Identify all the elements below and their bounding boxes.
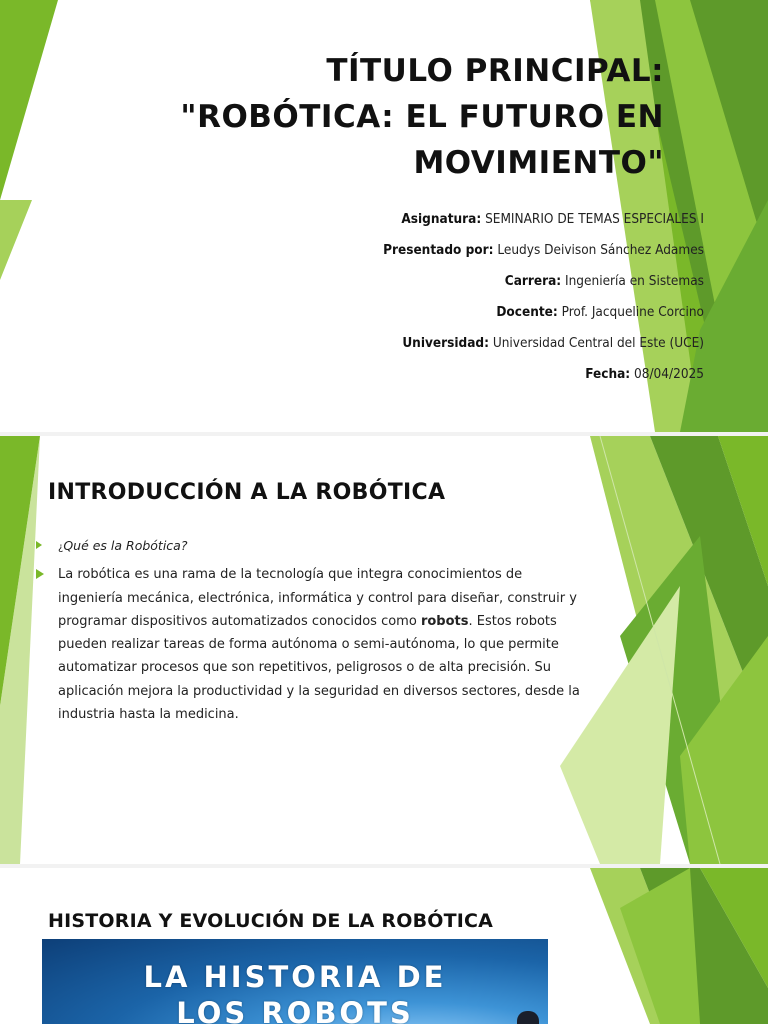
meta-career-value: Ingeniería en Sistemas	[565, 273, 704, 289]
intro-bullet-list	[36, 534, 581, 730]
meta-presenter-value: Leudys Deivison Sánchez Adames	[497, 242, 704, 258]
meta-university-label: Universidad:	[402, 335, 489, 351]
title-line-1: TÍTULO PRINCIPAL:	[326, 53, 664, 89]
meta-subject-label: Asignatura:	[401, 211, 482, 227]
history-of-robots-image	[42, 939, 548, 1024]
title-line-2: "ROBÓTICA: EL FUTURO EN	[180, 99, 664, 135]
meta-presenter-label: Presentado por:	[383, 242, 494, 258]
presentation-metadata	[284, 204, 704, 390]
intro-title: INTRODUCCIÓN A LA ROBÓTICA	[48, 480, 446, 505]
meta-subject	[284, 204, 704, 235]
history-title: HISTORIA Y EVOLUCIÓN DE LA ROBÓTICA	[48, 910, 494, 932]
definition-text	[58, 567, 580, 722]
question-prefix: ¿	[58, 542, 64, 553]
meta-teacher-label: Docente:	[496, 304, 558, 320]
image-caption	[42, 959, 548, 1024]
meta-career-label: Carrera:	[504, 273, 562, 289]
definition-part-1: La robótica es una rama de la tecnología que integra conocimientos de ingeniería mecánica, electrónica, informática y control para diseñar, construir y programar dispositivos automatizados conocidos como	[58, 567, 577, 629]
main-title	[144, 48, 664, 186]
history-slide	[0, 868, 768, 1024]
meta-career	[284, 266, 704, 297]
triangle-right-icon	[36, 569, 44, 579]
meta-date	[284, 359, 704, 390]
meta-teacher	[284, 297, 704, 328]
bullet-definition	[36, 563, 581, 726]
meta-presenter	[284, 235, 704, 266]
robot-silhouette-icon	[517, 1011, 539, 1024]
question-body: Qué es la Robótica?	[63, 538, 188, 553]
title-line-3: MOVIMIENTO"	[413, 145, 664, 181]
meta-date-label: Fecha:	[585, 366, 631, 382]
definition-part-2: . Estos robots pueden realizar tareas de forma autónoma o semi-autónoma, lo que permite automatizar procesos que son repetitivos, peligrosos o de alta precisión. Su aplicación mejora la productividad y la seguridad en diversos sectores, desde la industria hasta la medicina.	[58, 613, 580, 723]
definition-bold-robots: robots	[420, 613, 469, 629]
bullet-question	[36, 534, 581, 559]
title-slide	[0, 0, 768, 432]
image-caption-line-2: LOS ROBOTS	[176, 996, 414, 1024]
question-text	[58, 538, 187, 553]
meta-teacher-value: Prof. Jacqueline Corcino	[561, 304, 704, 320]
meta-subject-value: SEMINARIO DE TEMAS ESPECIALES I	[485, 211, 704, 227]
introduction-slide	[0, 436, 768, 864]
meta-university-value: Universidad Central del Este (UCE)	[492, 335, 704, 351]
meta-date-value: 08/04/2025	[634, 366, 704, 382]
meta-university	[284, 328, 704, 359]
image-caption-line-1: LA HISTORIA DE	[143, 960, 447, 994]
triangle-right-icon	[36, 541, 42, 549]
